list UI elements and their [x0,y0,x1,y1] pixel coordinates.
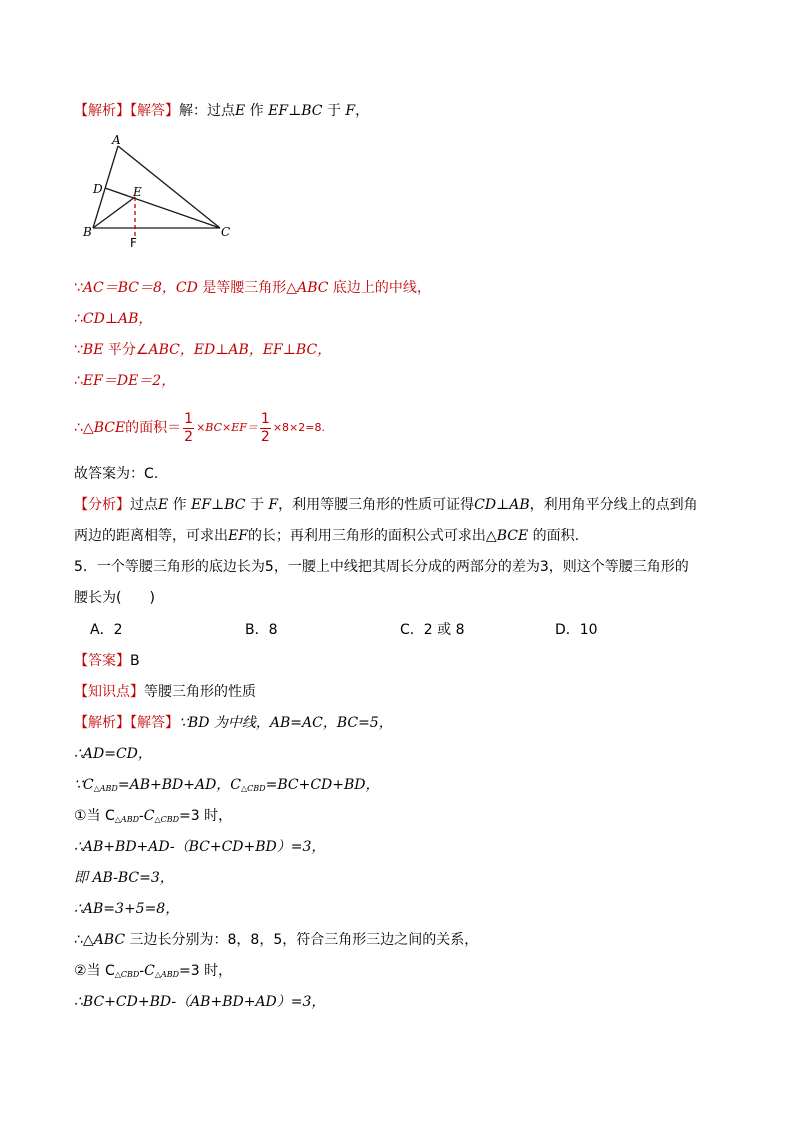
step-3: ∵BE 平分∠ABC，ED⊥AB，EF⊥BC， [74,342,332,358]
label-c: C [221,225,231,239]
solution-line-10: ∴BC+CD+BD-（AB+BD+AD）=3， [74,994,326,1010]
solution-line-3: $\because C_{\triangle ABD}=AB+BD+AD$，$C_{\triangle CBD}=BC+CD+BD$， [74,777,380,793]
answer-line: 故答案为：C. [74,466,159,482]
solution-line-4: ①当 $C_{\triangle ABD}-C_{\triangle CBD}=3$ 时， [74,808,233,824]
option-b: B．8 [245,622,278,638]
analysis-line-2: 两边的距离相等，可求出EF的长；再利用三角形的面积公式可求出△BCE 的面积. [74,528,580,544]
triangle-lines [93,146,220,228]
label-b: B [83,225,92,239]
segment-be [93,197,135,228]
label-d: D [93,182,103,196]
solution-line-5: ∴AB+BD+AD-（BC+CD+BD）=3， [74,839,326,855]
solution-header-line: 【解析】【解答】解：过点E 作 EF⊥BC 于 F， [74,103,370,119]
analysis-line-1: 【分析】过点E 作 EF⊥BC 于 F，利用等腰三角形的性质可证得CD⊥AB，利用角平分线上的点到角 [74,497,698,513]
analysis-answer-tag: 【解析】【解答】 [74,103,179,119]
solution-line-6: 即 AB-BC=3， [74,870,174,886]
step-4: ∴EF＝DE＝2， [74,373,176,389]
triangle-figure [80,132,240,250]
question-5-line-1: 5．一个等腰三角形的底边长为5，一腰上中线把其周长分成的两部分的差为3，则这个等腰三角形的 [74,559,689,575]
question-5-line-2: 腰长为( ) [74,590,155,606]
step-1: ∵AC＝BC＝8，CD 是等腰三角形△ABC 底边上的中线， [74,280,431,296]
label-e: E [133,185,142,199]
solution-line-9: ②当 $C_{\triangle CBD}-C_{\triangle ABD}=3$ 时， [74,963,233,979]
question-5-options [90,620,630,640]
fraction-half-2: $\frac{1}{2}$ [260,410,270,445]
answer-2-value: B [130,653,140,669]
solution-line-8: ∴△ABC 三边长分别为：8，8，5，符合三角形三边之间的关系， [74,932,479,948]
solution-line-7: ∴AB=3+5=8， [74,901,180,917]
solution-line-2: ∴AD=CD， [74,746,152,762]
option-a: A．2 [90,622,123,638]
step-5-area: ∴△ BCE 的面积＝ $\frac{1}{2}$ ×BC×EF＝ $\frac{1}{2}$ ×8×2=8. [74,410,325,445]
label-f: F [130,236,137,250]
option-c: C．2 或 8 [400,622,465,638]
knowledge-value: 等腰三角形的性质 [144,684,256,700]
option-d: D．10 [555,622,598,638]
knowledge-line: 【知识点】等腰三角形的性质 [74,684,256,700]
step-2: ∴CD⊥AB， [74,311,153,327]
analysis-tag: 【分析】 [74,497,130,513]
label-a: A [112,133,121,147]
solution-line-1: 【解析】【解答】∵BD 为中线，AB=AC，BC=5， [74,715,393,731]
answer-2-line: 【答案】B [74,653,140,669]
segment-cd [105,188,220,228]
fraction-half-1: $\frac{1}{2}$ [184,410,194,445]
